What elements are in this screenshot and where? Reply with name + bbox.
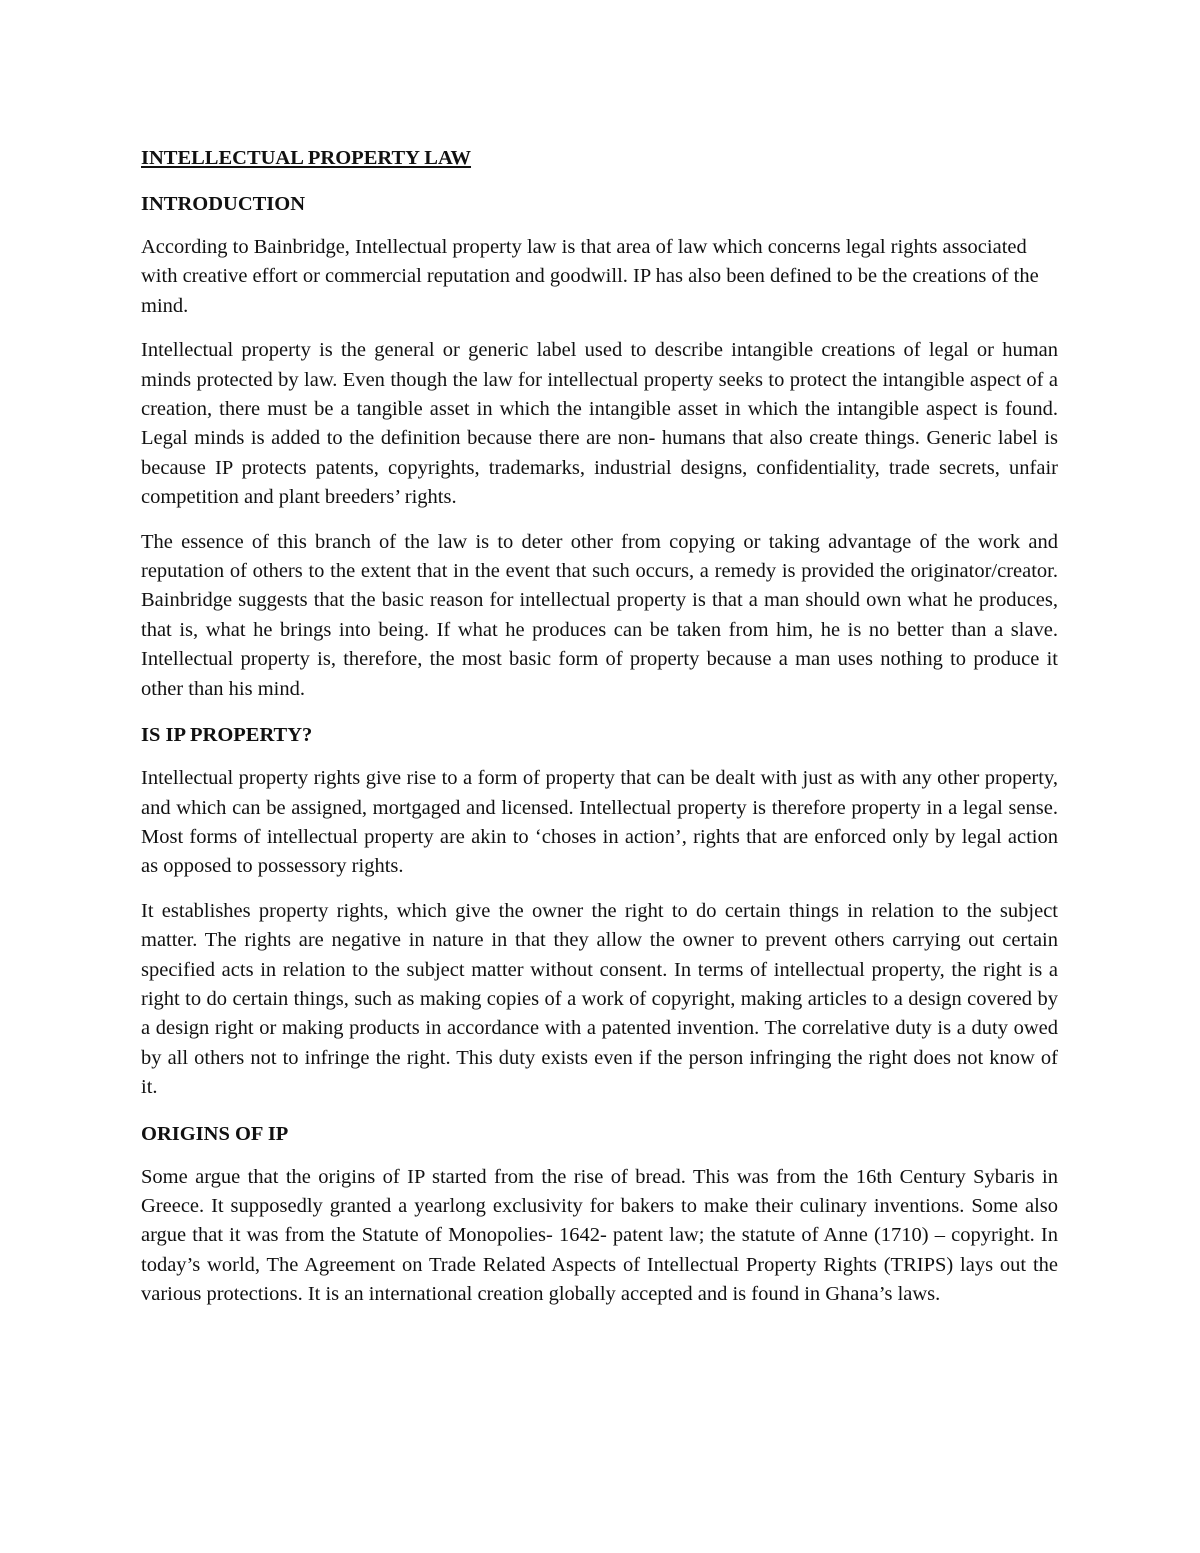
paragraph: Some argue that the origins of IP started from the rise of bread. This was from the 16th Century Sybaris in Greece. It supposedly granted a yearlong exclusivity for bakers to make their culinary inventions. Some also argue that it was from the Statute of Monopolies- 1642- patent law; the statute of Anne (1710) – copyright. In today’s world, The Agreement on Trade Related Aspects of Intellectual Property Rights (TRIPS) lays out the various protections. It is an international creation globally accepted and is found in Ghana’s laws.: [141, 1165, 1058, 1306]
section-heading-introduction: INTRODUCTION: [141, 193, 306, 215]
paragraph: The essence of this branch of the law is to deter other from copying or taking advantage of the work and reputation of others to the extent that in the event that such occurs, a remedy is provided the originator/creator. Bainbridge suggests that the basic reason for intellectual property is that a man should own what he produces, that is, what he brings into being. If what he produces can be taken from him, he is no better than a slave. Intellectual property is, therefore, the most basic form of property because a man uses nothing to produce it other than his mind.: [141, 530, 1058, 700]
paragraph: Intellectual property rights give rise to a form of property that can be dealt with just as with any other property, and which can be assigned, mortgaged and licensed. Intellectual property is therefore property in a legal sense. Most forms of intellectual property are akin to ‘choses in action’, rights that are enforced only by legal action as opposed to possessory rights.: [141, 767, 1058, 878]
section-heading-origins-of-ip: ORIGINS OF IP: [141, 1122, 289, 1145]
paragraph: According to Bainbridge, Intellectual property law is that area of law which concerns legal rights associated with creative effort or commercial reputation and goodwill. IP has also been defined to be the creations of the mind.: [141, 236, 1039, 317]
document-title: INTELLECTUAL PROPERTY LAW: [141, 147, 472, 169]
document-page: [141, 141, 1058, 1325]
section-heading-is-ip-property: IS IP PROPERTY?: [141, 724, 313, 747]
paragraph: It establishes property rights, which give the owner the right to do certain things in relation to the subject matter. The rights are negative in nature in that they allow the owner to prevent others carrying out certain specified acts in relation to the subject matter without consent. In terms of intellectual property, the right is a right to do certain things, such as making copies of a work of copyright, making articles to a design covered by a design right or making products in accordance with a patented invention. The correlative duty is a duty owed by all others not to infringe the right. This duty exists even if the person infringing the right does not know of it.: [141, 899, 1058, 1099]
paragraph: Intellectual property is the general or generic label used to describe intangible creations of legal or human minds protected by law. Even though the law for intellectual property seeks to protect the intangible aspect of a creation, there must be a tangible asset in which the intangible asset in which the intangible aspect is found. Legal minds is added to the definition because there are non- humans that also create things. Generic label is because IP protects patents, copyrights, trademarks, industrial designs, confidentiality, trade secrets, unfair competition and plant breeders’ rights.: [141, 339, 1058, 509]
